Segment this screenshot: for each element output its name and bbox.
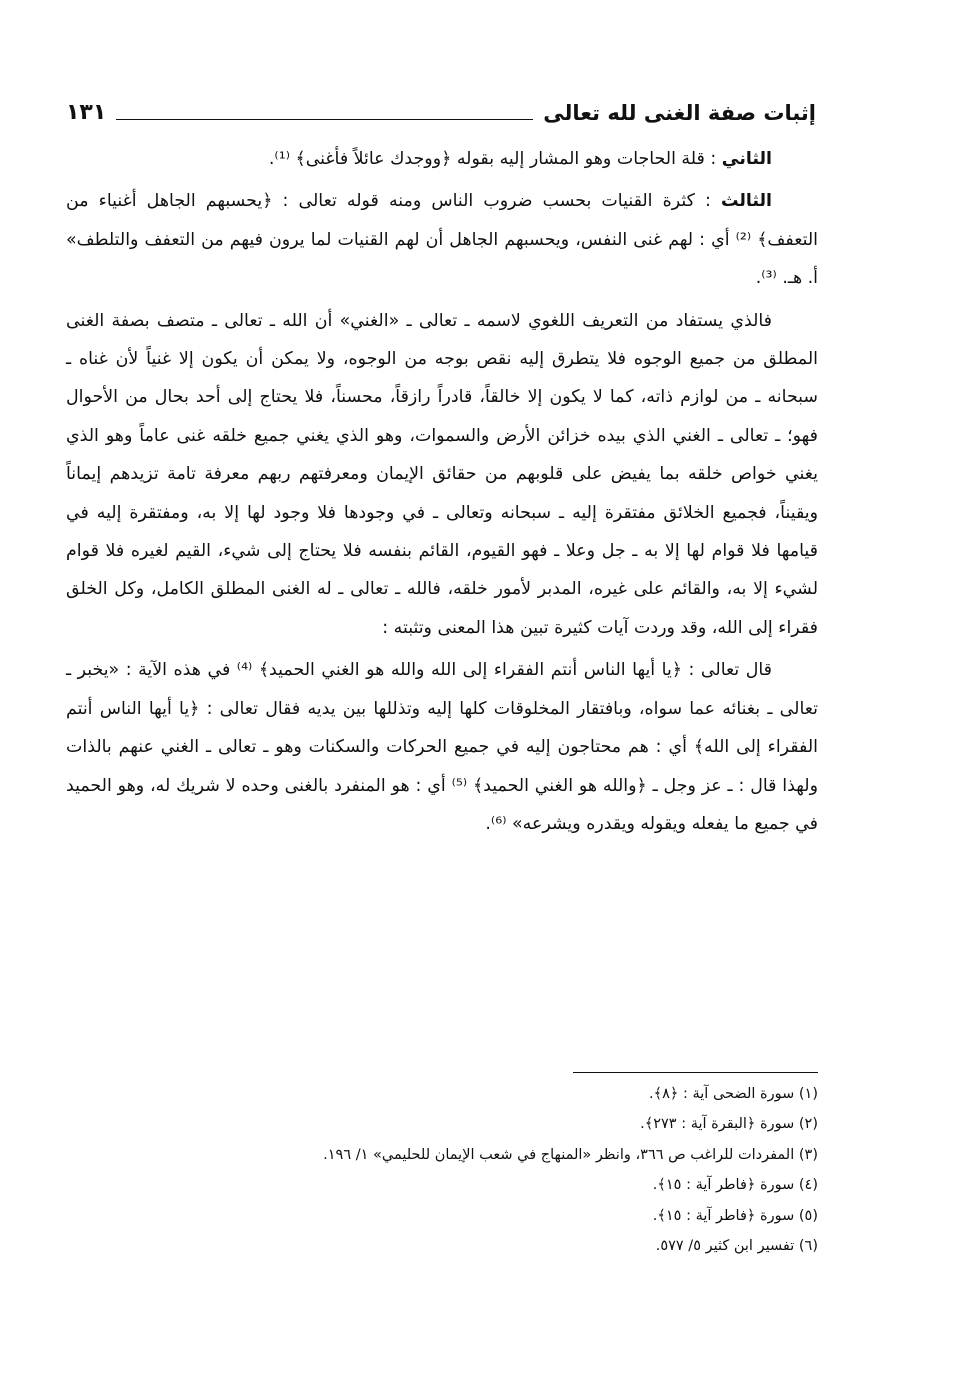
paragraph-text: فالذي يستفاد من التعريف اللغوي لاسمه ـ تعالى ـ «الغني» أن الله ـ تعالى ـ متصف بصفة الغنى المطلق من جميع الوجوه فلا يتطرق إليه نقص بوجه من الوجوه، ولا يمكن أن يكون إلا غنياً لأن غناه ـ سبحانه ـ من لوازم ذاته، كما لا يكون إلا خالقاً، قادراً رازقاً، محسناً، فلا يحتاج إلى أحد بحال من الأحوال فهو؛ ـ تعالى ـ الغني الذي بيده خزائن الأرض والسموات، وهو الذي يغني جميع خلقه غنى عاماً وهو الذي يغني خواص خلقه بما يفيض على قلوبهم من حقائق الإيمان ومعرفتهم ربهم معرفة تامة تزيدهم إيماناً ويقيناً، فجميع الخلائق مفتقرة إليه ـ سبحانه وتعالى ـ في وجودها فلا وجود لها إلا به، ومفتقرة إليه في قيامها فلا قوام لها إلا به ـ جل وعلا ـ فهو القيوم، القائم بنفسه فلا يحتاج إلى شيء، القيم لغيره فلا قوام لشيء إلا به، والقائم على غيره، المدبر لأمور خلقه، فالله ـ تعالى ـ له الغنى المطلق الكامل، وكل الخلق فقراء إلى الله، وقد وردت آيات كثيرة تبين هذا المعنى وتثبته : [66,310,818,638]
footnote-3: (٣) المفردات للراغب ص ٣٦٦، وانظر «المنهاج في شعب الإيمان للحليمي» ١/ ١٩٦. [323,1146,818,1163]
paragraph-second [66,140,818,178]
paragraph-verse [66,651,818,843]
paragraph-lead: الثاني [721,149,772,169]
paragraph-third [66,182,818,297]
running-header [66,92,816,128]
paragraph-main [66,302,818,648]
footnote-5: (٥) سورة ﴿فاطر آية : ١٥﴾. [652,1207,818,1224]
page-number: ١٣١ [66,100,107,125]
paragraph-text: : كثرة القنيات بحسب ضروب الناس ومنه قوله تعالى : ﴿يحسبهم الجاهل أغنياء من التعفف﴾ ⁽²⁾ أي : لهم غنى النفس، ويحسبهم الجاهل أن لهم القنيات لما يرون فيهم من التعفف والتلطف» أ. هـ. ⁽³⁾. [66,191,818,289]
footnote-1: (١) سورة الضحى آية : ﴿٨﴾. [648,1086,818,1102]
header-rule [116,119,533,120]
footnote-6: (٦) تفسير ابن كثير ٥/ ٥٧٧. [655,1238,818,1255]
paragraph-text: قال تعالى : ﴿يا أيها الناس أنتم الفقراء إلى الله والله هو الغني الحميد﴾ ⁽⁴⁾ في هذه الآية : «يخبر ـ تعالى ـ بغنائه عما سواه، وبافتقار المخلوقات كلها إليه وتذللها بين يديه فقال تعالى : ﴿يا أيها الناس أنتم الفقراء إلى الله﴾ أي : هم محتاجون إليه في جميع الحركات والسكنات وهو ـ تعالى ـ الغني عنهم بالذات ولهذا قال : ـ عز وجل ـ ﴿والله هو الغني الحميد﴾ ⁽⁵⁾ أي : هو المنفرد بالغنى وحده لا شريك له، وهو الحميد في جميع ما يفعله ويقوله ويقدره ويشرعه» ⁽⁶⁾. [66,660,818,834]
header-title: إثبات صفة الغنى لله تعالى [543,101,816,125]
paragraph-lead: الثالث [720,191,773,212]
body-text [66,140,818,847]
footnote-2: (٢) سورة ﴿البقرة آية : ٢٧٣﴾. [640,1116,818,1133]
footnotes [66,1079,818,1261]
footnote-separator [573,1072,818,1073]
paragraph-text: : قلة الحاجات وهو المشار إليه بقوله ﴿ووجدك عائلاً فأغنى﴾ ⁽¹⁾. [268,149,717,169]
footnote-4: (٤) سورة ﴿فاطر آية : ١٥﴾. [652,1177,818,1194]
